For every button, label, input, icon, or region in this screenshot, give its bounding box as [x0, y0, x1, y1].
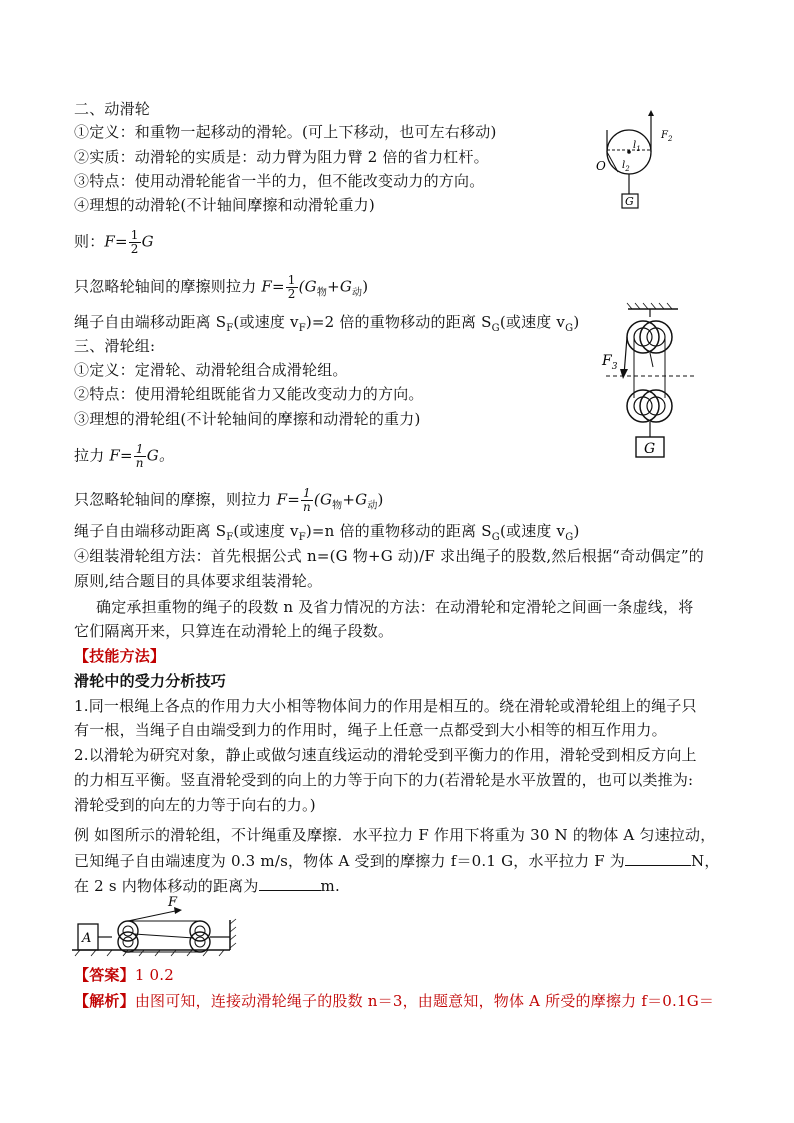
skills-p2-line2: 的力相互平衡。竖直滑轮受到的向上的力等于向下的力(若滑轮是水平放置的，也可以类推为: [74, 771, 694, 789]
formula-ideal-group: 拉力 F= $\frac{1}{n}$ G。 [74, 442, 175, 470]
fig1-label-F2: $F_2$ [661, 130, 673, 143]
example-line2: 已知绳子自由端速度为 0.3 m/s，物体 A 受到的摩擦力 f＝0.1 G，水平拉力 F 为 N， [74, 852, 720, 870]
fraction-half: $\frac{1}{2}$ [130, 228, 139, 256]
section3-distance-relation: 绳子自由端移动距离 $S_F$(或速度 $v_F)=n$ 倍的重物移动的距离 $S_G$(或速度 $v_G$) [74, 522, 580, 543]
pulley-group-figure [598, 303, 698, 463]
section2-distance-relation: 绳子自由端移动距离 $S_F$(或速度 $v_F)=2$ 倍的重物移动的距离 $S_G$(或速度 $v_G$) [74, 313, 580, 334]
section2-feature: ③特点：使用动滑轮能省一半的力，但不能改变动力的方向。 [74, 172, 485, 190]
section3-assembly: ④组装滑轮组方法：首先根据公式 n=(G 物+G 动)/F 求出绳子的股数,然后根据“奇动偶定”的 [74, 547, 704, 565]
skills-p2-line3: 滑轮受到的向左的力等于向右的力。) [74, 796, 316, 814]
skills-p1-line2: 有一根，当绳子自由端受到力的作用时，绳子上任意一点都受到大小相等的相互作用力。 [74, 721, 667, 739]
fig3-label-A: A [82, 931, 92, 946]
section2-essence: ②实质：动滑轮的实质是：动力臂为阻力臂 2 倍的省力杠杆。 [74, 148, 489, 166]
answer-blank-force [625, 851, 691, 866]
fig1-label-l1: $l_1$ [633, 140, 641, 153]
section3-segment-method-cont: 它们隔离开来，只算连在动滑轮上的绳子段数。 [74, 622, 394, 640]
skills-subheading: 滑轮中的受力分析技巧 [74, 672, 227, 690]
horizontal-pulley-figure [72, 895, 242, 958]
fig3-label-F: F [168, 895, 178, 910]
section3-segment-method: 确定承担重物的绳子的段数 n 及省力情况的方法：在动滑轮和定滑轮之间画一条虚线，将 [96, 598, 694, 616]
analysis-line: 【解析】由图可知，连接动滑轮绳子的股数 n＝3，由题意知，物体 A 所受的摩擦力 f＝0.1G＝ [74, 992, 715, 1010]
skills-p1-line1: 1.同一根绳上各点的作用力大小相等物体间力的作用是相互的。绕在滑轮或滑轮组上的绳子只 [74, 697, 697, 715]
fig2-label-G: G [644, 441, 656, 457]
section3-assembly-cont: 原则,结合题目的具体要求组装滑轮。 [74, 572, 323, 590]
skills-p2-line1: 2.以滑轮为研究对象，静止或做匀速直线运动的滑轮受到平衡力的作用，滑轮受到相反方向上 [74, 746, 697, 764]
skills-heading: 【技能方法】 [74, 647, 166, 665]
section2-ideal: ④理想的动滑轮(不计轴间摩擦和动滑轮重力) [74, 196, 375, 214]
fig1-label-G: G [625, 195, 634, 208]
section3-definition: ①定义：定滑轮、动滑轮组合成滑轮组。 [74, 361, 348, 379]
example-line1: 例 如图所示的滑轮组，不计绳重及摩擦．水平拉力 F 作用下将重为 30 N 的物体 A 匀速拉动， [74, 826, 716, 844]
fig1-label-l2: $l_2$ [622, 160, 630, 173]
answer-line: 【答案】1 0.2 [74, 966, 174, 984]
section2-title: 二、动滑轮 [74, 100, 151, 118]
section3-title: 三、滑轮组: [74, 337, 156, 355]
formula-group-with-weight: 只忽略轮轴间的摩擦，则拉力 F= $\frac{1}{n}$ $(G_物+G_动)$ [74, 486, 384, 514]
section2-definition: ①定义：和重物一起移动的滑轮。(可上下移动，也可左右移动) [74, 123, 497, 141]
answer-blank-distance [259, 876, 321, 891]
fig2-label-F3: $F_3$ [602, 353, 618, 372]
section3-feature: ②特点：使用滑轮组既能省力又能改变动力的方向。 [74, 385, 424, 403]
fig1-label-O: O [596, 159, 606, 173]
formula-ideal-movable: 则：F= $\frac{1}{2}$ G [74, 228, 154, 256]
movable-pulley-lever-figure [596, 120, 696, 220]
formula-movable-with-weight: 只忽略轮轴间的摩擦则拉力 F= $\frac{1}{2}$ $(G_物+G_动)$ [74, 273, 369, 301]
section3-ideal: ③理想的滑轮组(不计轮轴间的摩擦和动滑轮的重力) [74, 410, 421, 428]
example-line3: 在 2 s 内物体移动的距离为 m. [74, 877, 340, 895]
